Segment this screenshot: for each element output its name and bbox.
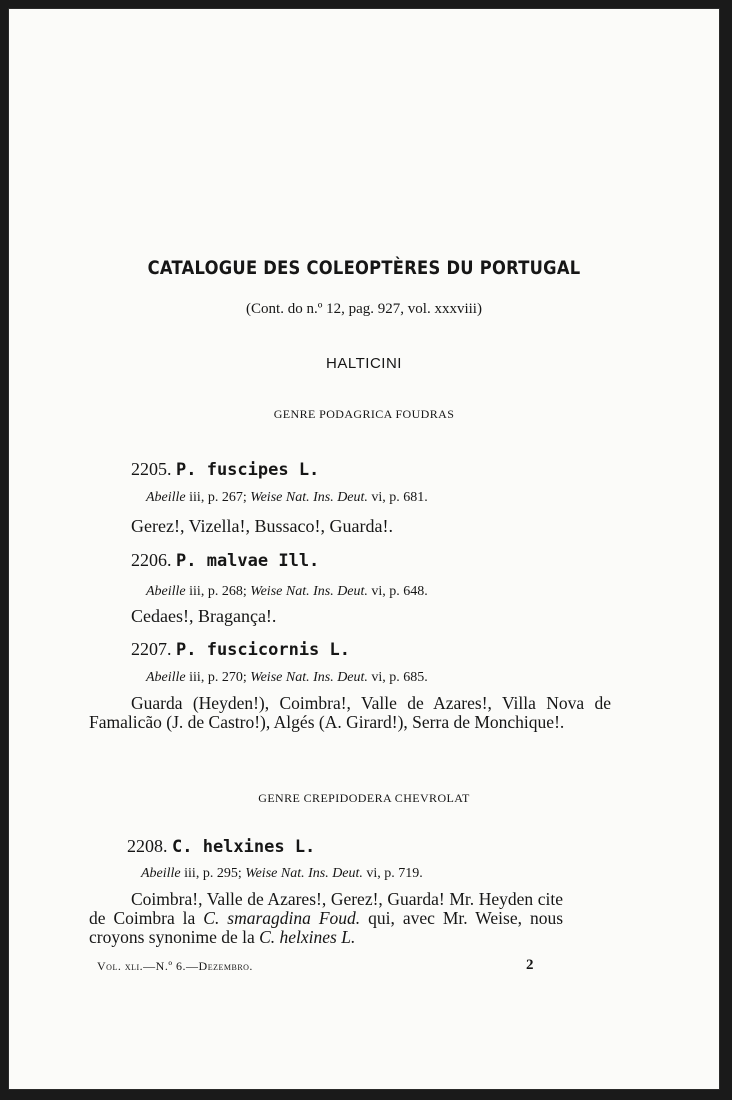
species-reference: Abeille iii, p. 268; Weise Nat. Ins. Deut. vi, p. 648. [146,584,428,599]
page-title: CATALOGUE DES COLEOPTÈRES DU PORTUGAL [147,257,581,279]
species-number: 2205. [131,459,172,479]
species-name: P. fuscicornis L. [176,640,350,660]
species-localities: Cedaes!, Bragança!. [131,606,277,626]
footer-volume: Vol. xli.—N.º 6.—Dezembro. [97,959,253,973]
tribe-heading: HALTICINI [326,355,402,372]
species-name: C. helxines L. [172,837,316,857]
species-reference: Abeille iii, p. 295; Weise Nat. Ins. Deut. vi, p. 719. [141,866,423,881]
genus-heading-podagrica: GENRE PODAGRICA FOUDRAS [273,407,455,421]
species-number: 2206. [131,550,172,570]
species-entry-2208 [127,836,315,857]
species-entry-2205 [131,459,319,480]
species-reference: Abeille iii, p. 267; Weise Nat. Ins. Deut. vi, p. 681. [146,490,428,505]
page-number: 2 [526,957,534,973]
species-entry-2206 [131,550,319,571]
species-entry-2207 [131,639,350,660]
genus-heading-crepidodera: GENRE CREPIDODERA CHEVROLAT [258,791,470,805]
species-localities: Coimbra!, Valle de Azares!, Gerez!, Guarda! Mr. Heyden cite de Coimbra la C. smaragdina Foud. qui, avec Mr. Weise, nous croyons synonime de la C. helxines L. [89,889,564,947]
species-reference: Abeille iii, p. 270; Weise Nat. Ins. Deut. vi, p. 685. [146,670,428,685]
species-number: 2207. [131,639,172,659]
document-page [8,8,720,1090]
species-name: P. malvae Ill. [176,551,320,571]
species-localities: Guarda (Heyden!), Coimbra!, Valle de Azares!, Villa Nova de Famalicão (J. de Castro!), Algés (A. Girard!), Serra de Monchique!. [89,693,611,732]
species-number: 2208. [127,836,168,856]
species-localities: Gerez!, Vizella!, Bussaco!, Guarda!. [131,516,393,536]
species-name: P. fuscipes L. [176,460,320,480]
continuation-note: (Cont. do n.º 12, pag. 927, vol. xxxviii) [246,301,482,317]
